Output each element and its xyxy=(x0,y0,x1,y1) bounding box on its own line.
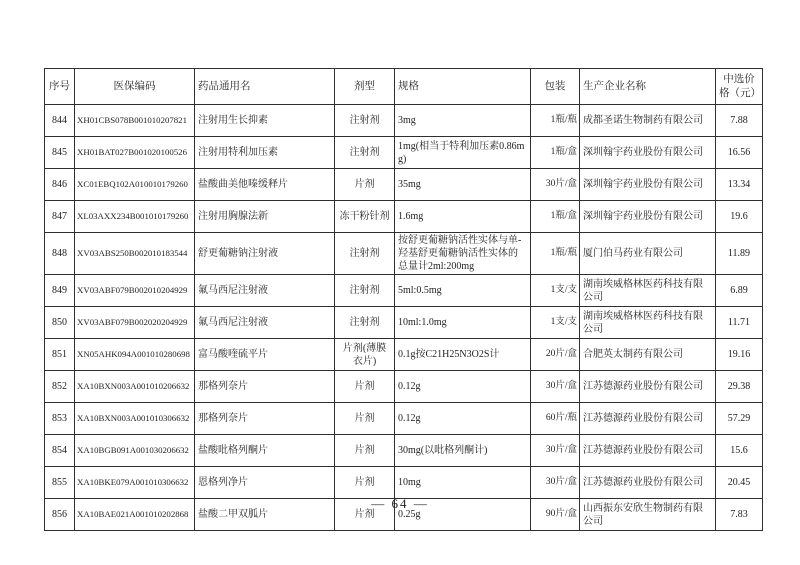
cell-seq: 856 xyxy=(45,499,75,531)
cell-maker: 江苏德源药业股份有限公司 xyxy=(580,435,716,467)
cell-form: 片剂 xyxy=(335,499,395,531)
cell-form: 片剂 xyxy=(335,435,395,467)
table-row xyxy=(45,467,763,499)
cell-spec: 1mg(相当于特利加压素0.86mg) xyxy=(395,137,531,169)
cell-price: 16.56 xyxy=(716,137,763,169)
cell-form: 片剂 xyxy=(335,467,395,499)
cell-pack: 30片/盒 xyxy=(531,435,580,467)
cell-name: 盐酸曲美他嗪缓释片 xyxy=(195,169,335,201)
cell-maker: 厦门伯马药业有限公司 xyxy=(580,233,716,275)
cell-spec: 5ml:0.5mg xyxy=(395,275,531,307)
cell-name: 那格列奈片 xyxy=(195,371,335,403)
cell-spec: 10mg xyxy=(395,467,531,499)
cell-maker: 江苏德源药业股份有限公司 xyxy=(580,371,716,403)
cell-price: 7.83 xyxy=(716,499,763,531)
cell-code: XL03AXX234B001010179260 xyxy=(75,201,195,233)
header-name: 药品通用名 xyxy=(195,69,335,105)
cell-name: 舒更葡糖钠注射液 xyxy=(195,233,335,275)
table-row xyxy=(45,339,763,371)
header-price: 中选价格（元） xyxy=(716,69,763,105)
table-row xyxy=(45,137,763,169)
cell-pack: 90片/盒 xyxy=(531,499,580,531)
cell-form: 注射剂 xyxy=(335,105,395,137)
cell-seq: 848 xyxy=(45,233,75,275)
cell-maker: 江苏德源药业股份有限公司 xyxy=(580,467,716,499)
cell-form: 片剂(薄膜衣片) xyxy=(335,339,395,371)
cell-maker: 湖南埃威格林医药科技有限公司 xyxy=(580,275,716,307)
table-row xyxy=(45,169,763,201)
cell-code: XA10BKE079A001010306632 xyxy=(75,467,195,499)
cell-price: 29.38 xyxy=(716,371,763,403)
cell-code: XV03ABS250B002010183544 xyxy=(75,233,195,275)
cell-spec: 3mg xyxy=(395,105,531,137)
cell-maker: 深圳翰宇药业股份有限公司 xyxy=(580,169,716,201)
cell-spec: 0.12g xyxy=(395,403,531,435)
table-row xyxy=(45,201,763,233)
cell-code: XA10BXN003A001010206632 xyxy=(75,371,195,403)
cell-price: 13.34 xyxy=(716,169,763,201)
cell-maker: 江苏德源药业股份有限公司 xyxy=(580,403,716,435)
drug-price-table xyxy=(44,68,763,531)
cell-name: 那格列奈片 xyxy=(195,403,335,435)
cell-seq: 850 xyxy=(45,307,75,339)
header-row xyxy=(45,69,763,105)
cell-price: 57.29 xyxy=(716,403,763,435)
cell-spec: 0.25g xyxy=(395,499,531,531)
cell-pack: 30片/盒 xyxy=(531,169,580,201)
header-form: 剂型 xyxy=(335,69,395,105)
cell-seq: 844 xyxy=(45,105,75,137)
cell-code: XH01CBS078B001010207821 xyxy=(75,105,195,137)
cell-price: 15.6 xyxy=(716,435,763,467)
table-row xyxy=(45,307,763,339)
cell-form: 注射剂 xyxy=(335,275,395,307)
cell-spec: 0.1g按C21H25N3O2S计 xyxy=(395,339,531,371)
table-head xyxy=(45,69,763,105)
cell-seq: 855 xyxy=(45,467,75,499)
cell-seq: 854 xyxy=(45,435,75,467)
cell-maker: 合肥英太制药有限公司 xyxy=(580,339,716,371)
cell-spec: 0.12g xyxy=(395,371,531,403)
cell-name: 注射用胸腺法新 xyxy=(195,201,335,233)
cell-spec: 按舒更葡糖钠活性实体与单-羟基舒更葡糖钠活性实体的总量计2ml:200mg xyxy=(395,233,531,275)
cell-pack: 20片/盒 xyxy=(531,339,580,371)
cell-seq: 851 xyxy=(45,339,75,371)
cell-pack: 30片/盒 xyxy=(531,467,580,499)
cell-code: XN05AHK094A001010280698 xyxy=(75,339,195,371)
cell-price: 19.6 xyxy=(716,201,763,233)
cell-pack: 1瓶/盒 xyxy=(531,137,580,169)
cell-form: 片剂 xyxy=(335,403,395,435)
table-row xyxy=(45,403,763,435)
cell-form: 片剂 xyxy=(335,371,395,403)
header-code: 医保编码 xyxy=(75,69,195,105)
cell-pack: 1瓶/盒 xyxy=(531,201,580,233)
header-seq: 序号 xyxy=(45,69,75,105)
cell-maker: 山西振东安欣生物制药有限公司 xyxy=(580,499,716,531)
cell-price: 7.88 xyxy=(716,105,763,137)
cell-seq: 845 xyxy=(45,137,75,169)
cell-spec: 30mg(以吡格列酮计) xyxy=(395,435,531,467)
cell-code: XC01EBQ102A010010179260 xyxy=(75,169,195,201)
cell-code: XV03ABF079B002010204929 xyxy=(75,275,195,307)
cell-code: XV03ABF079B002020204929 xyxy=(75,307,195,339)
cell-code: XH01BAT027B001020100526 xyxy=(75,137,195,169)
cell-pack: 1支/支 xyxy=(531,275,580,307)
cell-name: 注射用特利加压素 xyxy=(195,137,335,169)
header-spec: 规格 xyxy=(395,69,531,105)
cell-spec: 10ml:1.0mg xyxy=(395,307,531,339)
cell-spec: 35mg xyxy=(395,169,531,201)
cell-code: XA10BAE021A001010202868 xyxy=(75,499,195,531)
header-maker: 生产企业名称 xyxy=(580,69,716,105)
table-row xyxy=(45,233,763,275)
cell-name: 恩格列净片 xyxy=(195,467,335,499)
cell-seq: 847 xyxy=(45,201,75,233)
cell-name: 氟马西尼注射液 xyxy=(195,275,335,307)
cell-maker: 成都圣诺生物制药有限公司 xyxy=(580,105,716,137)
drug-price-table-wrap xyxy=(44,68,763,531)
page-number: — 64 — xyxy=(371,496,429,511)
cell-name: 盐酸二甲双胍片 xyxy=(195,499,335,531)
cell-seq: 849 xyxy=(45,275,75,307)
cell-pack: 1瓶/瓶 xyxy=(531,105,580,137)
cell-form: 冻干粉针剂 xyxy=(335,201,395,233)
cell-maker: 湖南埃威格林医药科技有限公司 xyxy=(580,307,716,339)
cell-price: 11.89 xyxy=(716,233,763,275)
cell-price: 11.71 xyxy=(716,307,763,339)
cell-pack: 30片/盒 xyxy=(531,371,580,403)
cell-form: 片剂 xyxy=(335,169,395,201)
cell-code: XA10BGB091A001030206632 xyxy=(75,435,195,467)
table-row xyxy=(45,435,763,467)
cell-pack: 60片/瓶 xyxy=(531,403,580,435)
cell-price: 20.45 xyxy=(716,467,763,499)
table-body xyxy=(45,105,763,531)
cell-spec: 1.6mg xyxy=(395,201,531,233)
cell-code: XA10BXN003A001010306632 xyxy=(75,403,195,435)
table-row xyxy=(45,105,763,137)
cell-name: 富马酸喹硫平片 xyxy=(195,339,335,371)
header-pack: 包装 xyxy=(531,69,580,105)
cell-name: 氟马西尼注射液 xyxy=(195,307,335,339)
cell-seq: 853 xyxy=(45,403,75,435)
cell-name: 注射用生长抑素 xyxy=(195,105,335,137)
cell-form: 注射剂 xyxy=(335,233,395,275)
cell-form: 注射剂 xyxy=(335,137,395,169)
cell-price: 19.16 xyxy=(716,339,763,371)
cell-price: 6.89 xyxy=(716,275,763,307)
cell-pack: 1瓶/瓶 xyxy=(531,233,580,275)
table-row xyxy=(45,275,763,307)
table-row xyxy=(45,371,763,403)
cell-form: 注射剂 xyxy=(335,307,395,339)
cell-maker: 深圳翰宇药业股份有限公司 xyxy=(580,137,716,169)
cell-maker: 深圳翰宇药业股份有限公司 xyxy=(580,201,716,233)
cell-pack: 1支/支 xyxy=(531,307,580,339)
cell-seq: 846 xyxy=(45,169,75,201)
cell-seq: 852 xyxy=(45,371,75,403)
cell-name: 盐酸吡格列酮片 xyxy=(195,435,335,467)
